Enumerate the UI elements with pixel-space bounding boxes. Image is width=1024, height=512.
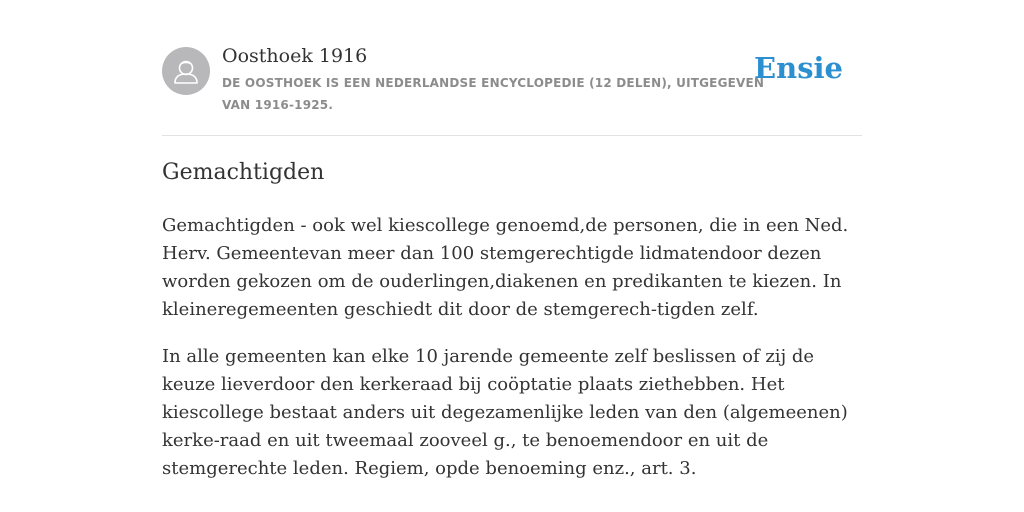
source-header [162, 0, 862, 136]
user-icon [162, 47, 210, 95]
article-paragraph: In alle gemeenten kan elke 10 jarende gemeente zelf beslissen of zij de keuze lieverdoor den kerkeraad bij coöptatie plaats ziethebben. Het kiescollege bestaat anders uit degezamenlijke leden van den (algemeenen) kerke-raad en uit tweemaal zooveel g., te benoemendoor en uit de stemgerechte leden. Regiem, opde benoeming enz., art. 3. [162, 346, 848, 479]
brand-logo[interactable]: Ensie [754, 51, 843, 85]
article-paragraph: Gemachtigden - ook wel kiescollege genoemd,de personen, die in een Ned. Herv. Gemeentevan meer dan 100 stemgerechtigde lidmatendoor dezen worden gekozen om de ouderlingen,diakenen en predikanten te kiezen. In kleineregemeenten geschiedt dit door de stemgerech-tigden zelf. [162, 215, 849, 320]
avatar[interactable] [162, 47, 210, 95]
source-name[interactable]: Oosthoek 1916 [222, 45, 368, 67]
source-description: DE OOSTHOEK IS EEN NEDERLANDSE ENCYCLOPEDIE (12 DELEN), UITGEGEVEN VAN 1916-1925. [222, 76, 765, 112]
article-title: Gemachtigden [162, 160, 325, 185]
page [162, 0, 862, 479]
